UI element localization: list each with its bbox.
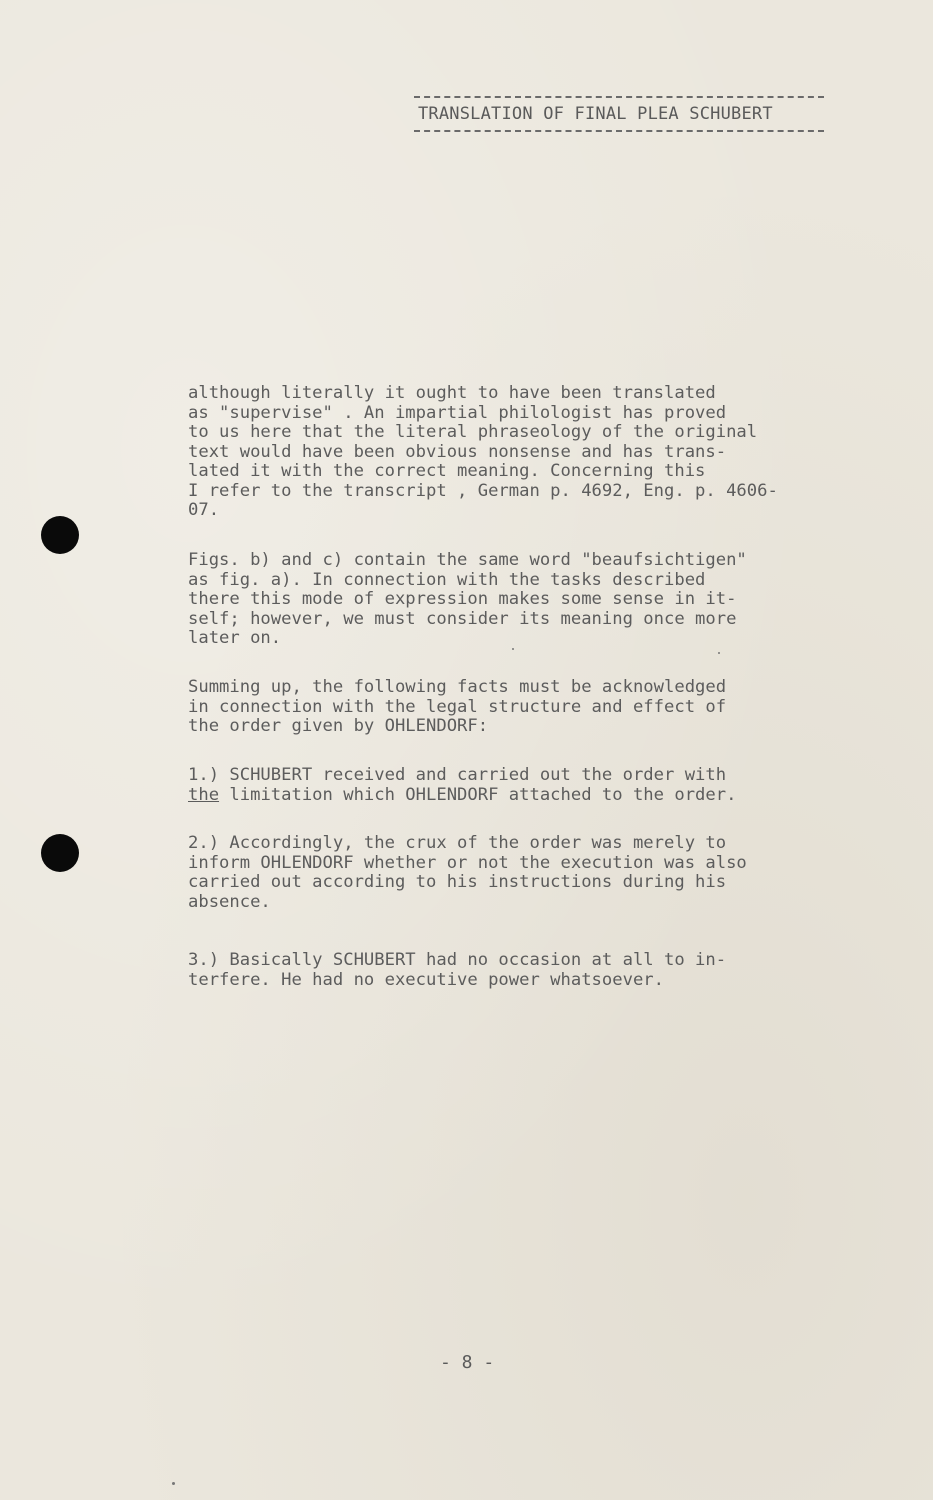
paragraph-translation-note: although literally it ought to have been translated as "supervise" . An impartial philologist has proved to us here that the literal phraseology of the original text would have been obvious nonsense and has trans- lated it with the correct meaning. Concerning this I refer to the transcript , German p. 4692, Eng. p. 4606- 07. <box>188 383 778 520</box>
point-1-line-2: limitation which OHLENDORF attached to the order. <box>219 784 737 805</box>
point-3: 3.) Basically SCHUBERT had no occasion at all to in- terfere. He had no executive power whatsoever. <box>188 950 727 990</box>
paper-speck <box>718 652 720 654</box>
punch-hole <box>41 516 79 554</box>
document-header <box>414 96 824 132</box>
point-1-line-1: 1.) SCHUBERT received and carried out the order with <box>188 765 727 785</box>
header-rule-top <box>414 96 824 98</box>
paragraph-summing-up: Summing up, the following facts must be acknowledged in connection with the legal structure and effect of the order given by OHLENDORF: <box>188 677 727 736</box>
point-1 <box>188 766 888 805</box>
header-rule-bottom <box>414 130 824 132</box>
point-2: 2.) Accordingly, the crux of the order was merely to inform OHLENDORF whether or not the execution was also carried out according to his instructions during his absence. <box>188 833 747 912</box>
paper-speck <box>512 648 514 650</box>
header-title: TRANSLATION OF FINAL PLEA SCHUBERT <box>418 104 773 124</box>
paragraph-figures: Figs. b) and c) contain the same word "beaufsichtigen" as fig. a). In connection with the tasks described there this mode of expression makes some sense in it- self; however, we must consider its meaning once more later on. <box>188 550 747 648</box>
page-number: - 8 - <box>440 1352 495 1373</box>
punch-hole <box>41 834 79 872</box>
point-1-underlined-word: the <box>188 784 220 805</box>
paper-speck <box>172 1482 175 1485</box>
